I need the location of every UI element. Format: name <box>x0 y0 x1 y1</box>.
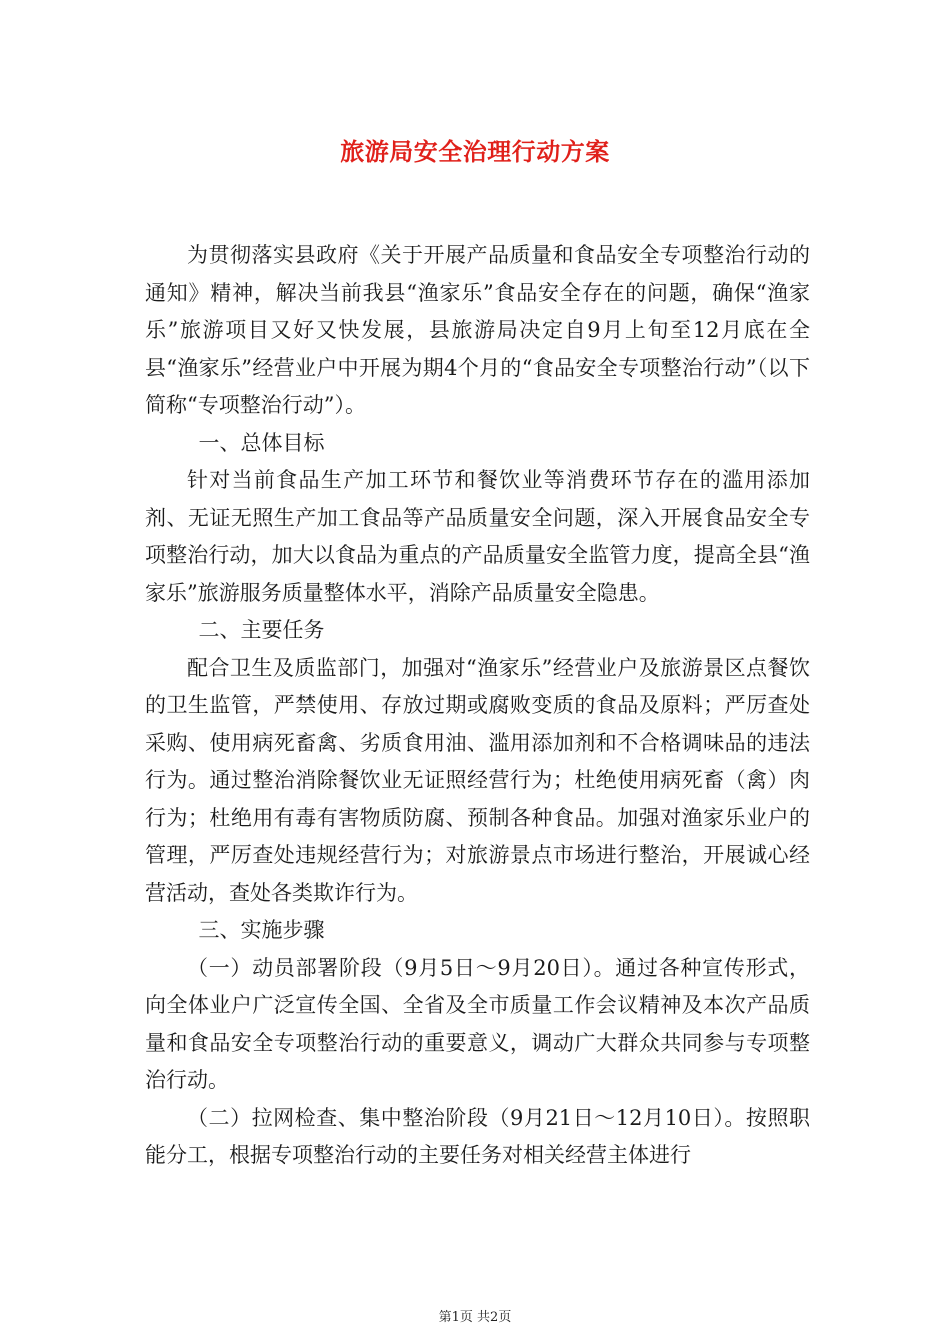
section-heading-tasks: 二、主要任务 <box>198 618 325 642</box>
document-title: 旅游局安全治理行动方案 <box>340 137 610 166</box>
document-body <box>145 237 810 1175</box>
section-heading-steps: 三、实施步骤 <box>198 918 325 942</box>
page-number-footer: 第1页 共2页 <box>438 1310 512 1325</box>
paragraph-step-one: （一）动员部署阶段（9月5日～9月20日）。通过各种宣传形式，向全体业户广泛宣传全国、全省及全市质量工作会议精神及本次产品质量和食品安全专项整治行动的重要意义，调动广大群众共同参与专项整治行动。 <box>145 955 810 1092</box>
paragraph-intro: 为贯彻落实县政府《关于开展产品质量和食品安全专项整治行动的通知》精神，解决当前我县“渔家乐”食品安全存在的问题，确保“渔家乐”旅游项目又好又快发展，县旅游局决定自9月上旬至12月底在全县“渔家乐”经营业户中开展为期4个月的“食品安全专项整治行动”（以下简称“专项整治行动”）。 <box>145 243 810 417</box>
paragraph-goals: 针对当前食品生产加工环节和餐饮业等消费环节存在的滥用添加剂、无证无照生产加工食品等产品质量安全问题，深入开展食品安全专项整治行动，加大以食品为重点的产品质量安全监管力度，提高全县“渔家乐”旅游服务质量整体水平，消除产品质量安全隐患。 <box>145 468 810 605</box>
paragraph-tasks: 配合卫生及质监部门，加强对“渔家乐”经营业户及旅游景区点餐饮的卫生监管，严禁使用、存放过期或腐败变质的食品及原料；严厉查处采购、使用病死畜禽、劣质食用油、滥用添加剂和不合格调味品的违法行为。通过整治消除餐饮业无证照经营行为；杜绝使用病死畜（禽）肉行为；杜绝用有毒有害物质防腐、预制各种食品。加强对渔家乐业户的管理，严厉查处违规经营行为；对旅游景点市场进行整治，开展诚心经营活动，查处各类欺诈行为。 <box>145 655 810 905</box>
paragraph-step-two: （二）拉网检查、集中整治阶段（9月21日～12月10日）。按照职能分工，根据专项整治行动的主要任务对相关经营主体进行 <box>145 1105 810 1167</box>
section-heading-goals: 一、总体目标 <box>198 430 325 455</box>
